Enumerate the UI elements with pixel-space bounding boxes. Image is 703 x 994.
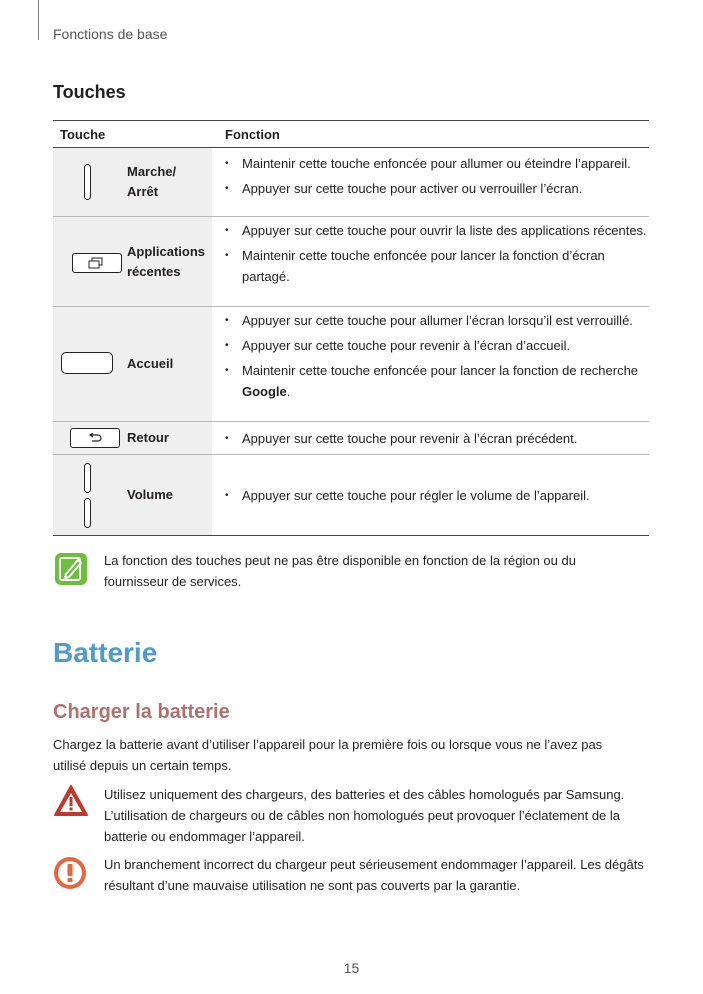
page-number: 15 xyxy=(343,960,360,976)
key-cell xyxy=(53,148,212,216)
list-item: • Appuyer sur cette touche pour régler le volume de l’appareil. xyxy=(225,485,649,506)
list-item: • Maintenir cette touche enfoncée pour lancer la fonction d’écran partagé. xyxy=(225,245,649,287)
list-item: • Appuyer sur cette touche pour revenir à l’écran d’accueil. xyxy=(225,335,649,356)
list-item: • Maintenir cette touche enfoncée pour lancer la fonction de recherche Google. xyxy=(225,360,649,402)
key-cell xyxy=(53,217,212,306)
chapter-title: Batterie xyxy=(53,637,158,668)
list-item: • Appuyer sur cette touche pour revenir à l’écran précédent. xyxy=(225,428,649,449)
warning-text: Utilisez uniquement des chargeurs, des batteries et des câbles homologués par Samsung. L’utilisation de chargeurs ou de câbles non homologués peut provoquer l’éclatement de la batterie ou endommager l’appareil. xyxy=(104,787,625,844)
column-header-key: Touche xyxy=(60,127,106,142)
keys-table xyxy=(53,120,649,536)
key-cell xyxy=(53,455,212,535)
caution-text: Un branchement incorrect du chargeur peut sérieusement endommager l’appareil. Les dégâts résultant d’une mauvaise utilisation ne sont pas couverts par la garantie. xyxy=(104,857,644,893)
note-text: La fonction des touches peut ne pas être disponible en fonction de la région ou du fournisseur de services. xyxy=(104,553,576,589)
list-item: • Appuyer sur cette touche pour activer ou verrouiller l’écran. xyxy=(225,178,649,199)
recent-apps-key-icon xyxy=(72,253,122,273)
table-row xyxy=(53,148,649,217)
intro-paragraph: Chargez la batterie avant d’utiliser l’appareil pour la première fois ou lorsque vous ne l’avez pas utilisé depuis un certain temps. xyxy=(53,737,603,773)
column-header-function: Fonction xyxy=(225,127,280,142)
list-item: • Appuyer sur cette touche pour ouvrir la liste des applications récentes. xyxy=(225,220,649,241)
table-row xyxy=(53,422,649,455)
key-cell xyxy=(53,422,212,454)
running-header: Fonctions de base xyxy=(53,26,168,42)
home-key-icon xyxy=(61,352,113,374)
section-title: Touches xyxy=(53,82,126,102)
key-cell xyxy=(53,307,212,421)
key-name: Volume xyxy=(127,487,173,502)
warning-triangle-icon xyxy=(53,784,89,821)
key-name: Marche/ Arrêt xyxy=(127,164,177,199)
subsection-title: Charger la batterie xyxy=(53,701,230,723)
note-pencil-icon xyxy=(54,552,88,589)
list-item: • Appuyer sur cette touche pour allumer l’écran lorsqu’il est verrouillé. xyxy=(225,310,649,331)
key-name: Accueil xyxy=(127,356,174,371)
table-header-row xyxy=(53,120,649,148)
list-item: • Maintenir cette touche enfoncée pour allumer ou éteindre l’appareil. xyxy=(225,153,649,174)
key-name: Retour xyxy=(127,430,169,445)
table-row xyxy=(53,217,649,307)
page-margin-rule xyxy=(38,0,39,40)
caution-exclamation-icon xyxy=(53,856,87,893)
table-row xyxy=(53,307,649,422)
back-key-icon xyxy=(70,428,120,448)
table-row xyxy=(53,455,649,536)
key-name: Applications récentes xyxy=(127,244,206,279)
power-key-icon xyxy=(84,164,91,200)
